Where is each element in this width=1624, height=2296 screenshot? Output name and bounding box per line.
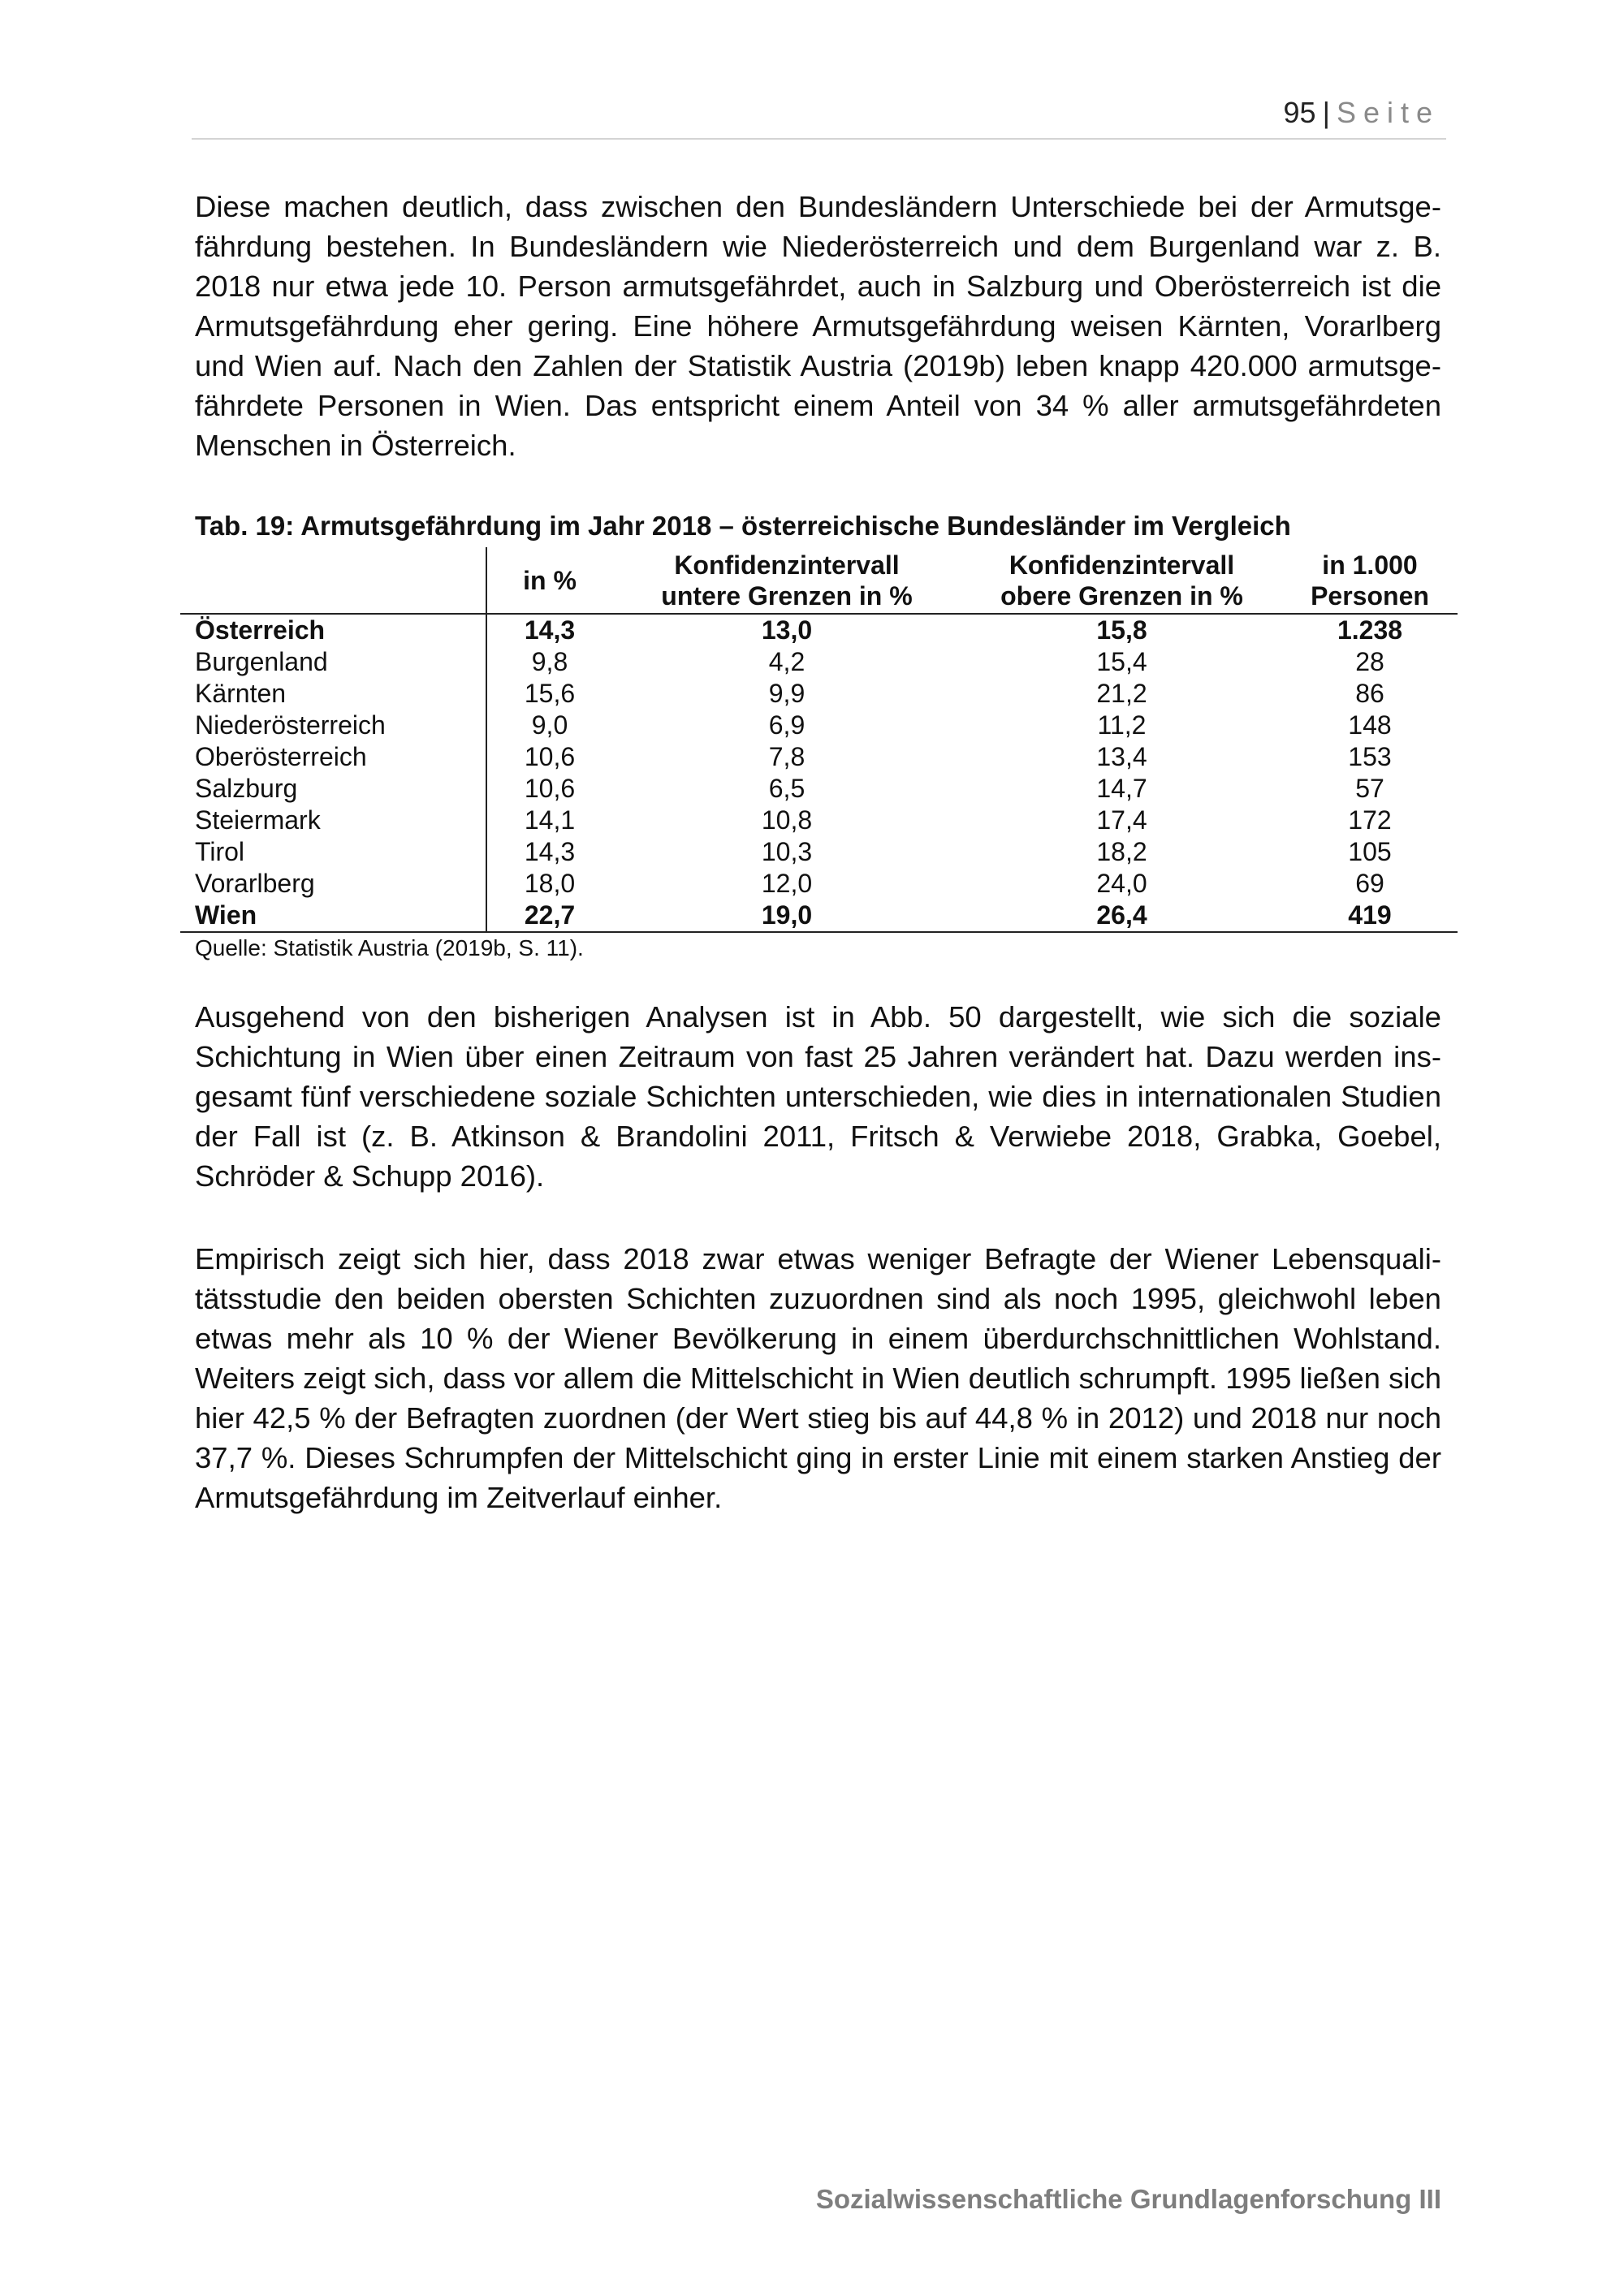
row-region: Kärnten bbox=[180, 678, 486, 710]
row-ci-lower: 6,9 bbox=[768, 710, 806, 740]
row-persons: 148 bbox=[1348, 710, 1392, 740]
row-percent: 10,6 bbox=[524, 774, 576, 803]
table-source: Quelle: Statistik Austria (2019b, S. 11). bbox=[195, 935, 584, 960]
table-row bbox=[180, 773, 1458, 805]
row-persons: 28 bbox=[1355, 647, 1384, 676]
row-region: Tirol bbox=[180, 836, 486, 868]
row-ci-upper: 15,4 bbox=[1096, 647, 1147, 676]
header-persons-line2: Personen bbox=[1311, 580, 1429, 611]
table-row bbox=[180, 900, 1458, 932]
row-percent: 9,0 bbox=[531, 710, 568, 740]
paragraph-intro: Diese machen deutlich, dass zwischen den Bundesländern Unterschiede bei der Armutsgefährdung bestehen. In Bundesländern wie Niederösterreich und dem Burgenland war z. B. 2018 nur etwa jede 10. Person armutsgefährdet, auch in Salzburg und Oberösterreich ist die Armutsgefährdung eher gering. Eine höhere Armutsgefährdung weisen Kärnten, Vorarlberg und Wien auf. Nach den Zahlen der Statistik Austria (2019b) leben knapp 420.000 armutsgefährdete Personen in Wien. Das entspricht einem Anteil von 34 % aller armutsgefährdeten Menschen in Österreich. bbox=[195, 190, 1441, 462]
row-percent: 10,6 bbox=[524, 742, 576, 771]
row-ci-lower: 6,5 bbox=[768, 774, 806, 803]
table-row bbox=[180, 646, 1458, 678]
row-region: Steiermark bbox=[180, 805, 486, 836]
row-ci-upper: 13,4 bbox=[1096, 742, 1147, 771]
page-number: 95 bbox=[1283, 96, 1316, 129]
row-percent: 18,0 bbox=[524, 869, 576, 898]
table-row bbox=[180, 614, 1458, 646]
row-region: Salzburg bbox=[180, 773, 486, 805]
paragraph-empirical: Empirisch zeigt sich hier, dass 2018 zwar etwas weniger Befragte der Wiener Lebensqualitätsstudie den beiden obersten Schichten zuzuordnen sind als noch 1995, gleichwohl leben etwas mehr als 10 % der Wiener Bevölkerung in einem überdurchschnittlichen Wohlstand. Weiters zeigt sich, dass vor allem die Mittelschicht in Wien deutlich schrumpft. 1995 ließen sich hier 42,5 % der Befragten zuordnen (der Wert stieg bis auf 44,8 % in 2012) und 2018 nur noch 37,7 %. Dieses Schrumpfen der Mittelschicht ging in erster Linie mit einem starken Anstieg der Armutsgefährdung im Zeitverlauf einher. bbox=[195, 1242, 1441, 1514]
page-number-label bbox=[1284, 96, 1440, 130]
row-ci-upper: 15,8 bbox=[1096, 615, 1147, 645]
poverty-risk-table bbox=[180, 547, 1458, 933]
row-percent: 14,1 bbox=[524, 805, 576, 835]
table-caption: Tab. 19: Armutsgefährdung im Jahr 2018 – österreichische Bundesländer im Vergleich bbox=[195, 511, 1291, 541]
row-persons: 86 bbox=[1355, 679, 1384, 708]
header-ci-lower-line2: untere Grenzen in % bbox=[661, 580, 913, 611]
row-ci-lower: 7,8 bbox=[768, 742, 806, 771]
row-ci-lower: 10,3 bbox=[761, 837, 813, 866]
row-percent: 14,3 bbox=[524, 615, 576, 645]
row-persons: 57 bbox=[1355, 774, 1384, 803]
row-persons: 419 bbox=[1282, 900, 1458, 932]
table-row bbox=[180, 741, 1458, 773]
row-percent: 9,8 bbox=[531, 647, 568, 676]
row-region: Niederösterreich bbox=[180, 710, 486, 741]
row-percent: 22,7 bbox=[486, 900, 612, 932]
table-row bbox=[180, 710, 1458, 741]
row-region: Wien bbox=[180, 900, 486, 932]
paragraph-stratification: Ausgehend von den bisherigen Analysen ist in Abb. 50 dargestellt, wie sich die soziale Schichtung in Wien über einen Zeitraum von fast 25 Jahren verändert hat. Dazu werden insgesamt fünf verschiedene soziale Schichten unterschieden, wie dies in internationalen Studien der Fall ist (z. B. Atkinson & Brandolini 2011, Fritsch & Verwiebe 2018, Grabka, Goebel, Schröder & Schupp 2016). bbox=[195, 1000, 1441, 1193]
header-ci-upper-line1: Konfidenzintervall bbox=[1009, 550, 1235, 580]
table-row bbox=[180, 836, 1458, 868]
header-ci-upper bbox=[961, 547, 1282, 614]
header-region bbox=[180, 547, 486, 614]
header-persons bbox=[1282, 547, 1458, 614]
row-ci-lower: 4,2 bbox=[768, 647, 806, 676]
row-persons: 105 bbox=[1348, 837, 1392, 866]
row-ci-upper: 18,2 bbox=[1096, 837, 1147, 866]
table-row bbox=[180, 805, 1458, 836]
row-region: Österreich bbox=[180, 614, 486, 646]
row-persons: 172 bbox=[1348, 805, 1392, 835]
page-footer: Sozialwissenschaftliche Grundlagenforschung III bbox=[815, 2184, 1441, 2214]
row-percent: 15,6 bbox=[524, 679, 576, 708]
row-ci-lower: 19,0 bbox=[612, 900, 961, 932]
row-ci-lower: 12,0 bbox=[761, 869, 813, 898]
row-region: Burgenland bbox=[180, 646, 486, 678]
row-ci-upper: 26,4 bbox=[961, 900, 1282, 932]
row-ci-lower: 13,0 bbox=[761, 615, 813, 645]
header-percent: in % bbox=[486, 547, 612, 614]
row-ci-upper: 14,7 bbox=[1096, 774, 1147, 803]
row-region: Vorarlberg bbox=[180, 868, 486, 900]
row-persons: 1.238 bbox=[1337, 615, 1403, 645]
row-ci-upper: 21,2 bbox=[1096, 679, 1147, 708]
row-ci-upper: 11,2 bbox=[1097, 710, 1147, 740]
row-ci-upper: 24,0 bbox=[1096, 869, 1147, 898]
row-region: Oberösterreich bbox=[180, 741, 486, 773]
header-ci-lower bbox=[612, 547, 961, 614]
header-persons-line1: in 1.000 bbox=[1322, 550, 1418, 580]
row-persons: 69 bbox=[1355, 869, 1384, 898]
header-ci-lower-line1: Konfidenzintervall bbox=[674, 550, 900, 580]
row-ci-lower: 10,8 bbox=[761, 805, 813, 835]
table-row bbox=[180, 868, 1458, 900]
header-ci-upper-line2: obere Grenzen in % bbox=[1000, 580, 1243, 611]
row-ci-lower: 9,9 bbox=[768, 679, 806, 708]
page-word: Seite bbox=[1336, 96, 1440, 129]
row-ci-upper: 17,4 bbox=[1096, 805, 1147, 835]
row-percent: 14,3 bbox=[524, 837, 576, 866]
page-separator: | bbox=[1322, 96, 1330, 129]
page-header bbox=[192, 91, 1446, 140]
table-header-row bbox=[180, 547, 1458, 614]
row-persons: 153 bbox=[1348, 742, 1392, 771]
table-row bbox=[180, 678, 1458, 710]
